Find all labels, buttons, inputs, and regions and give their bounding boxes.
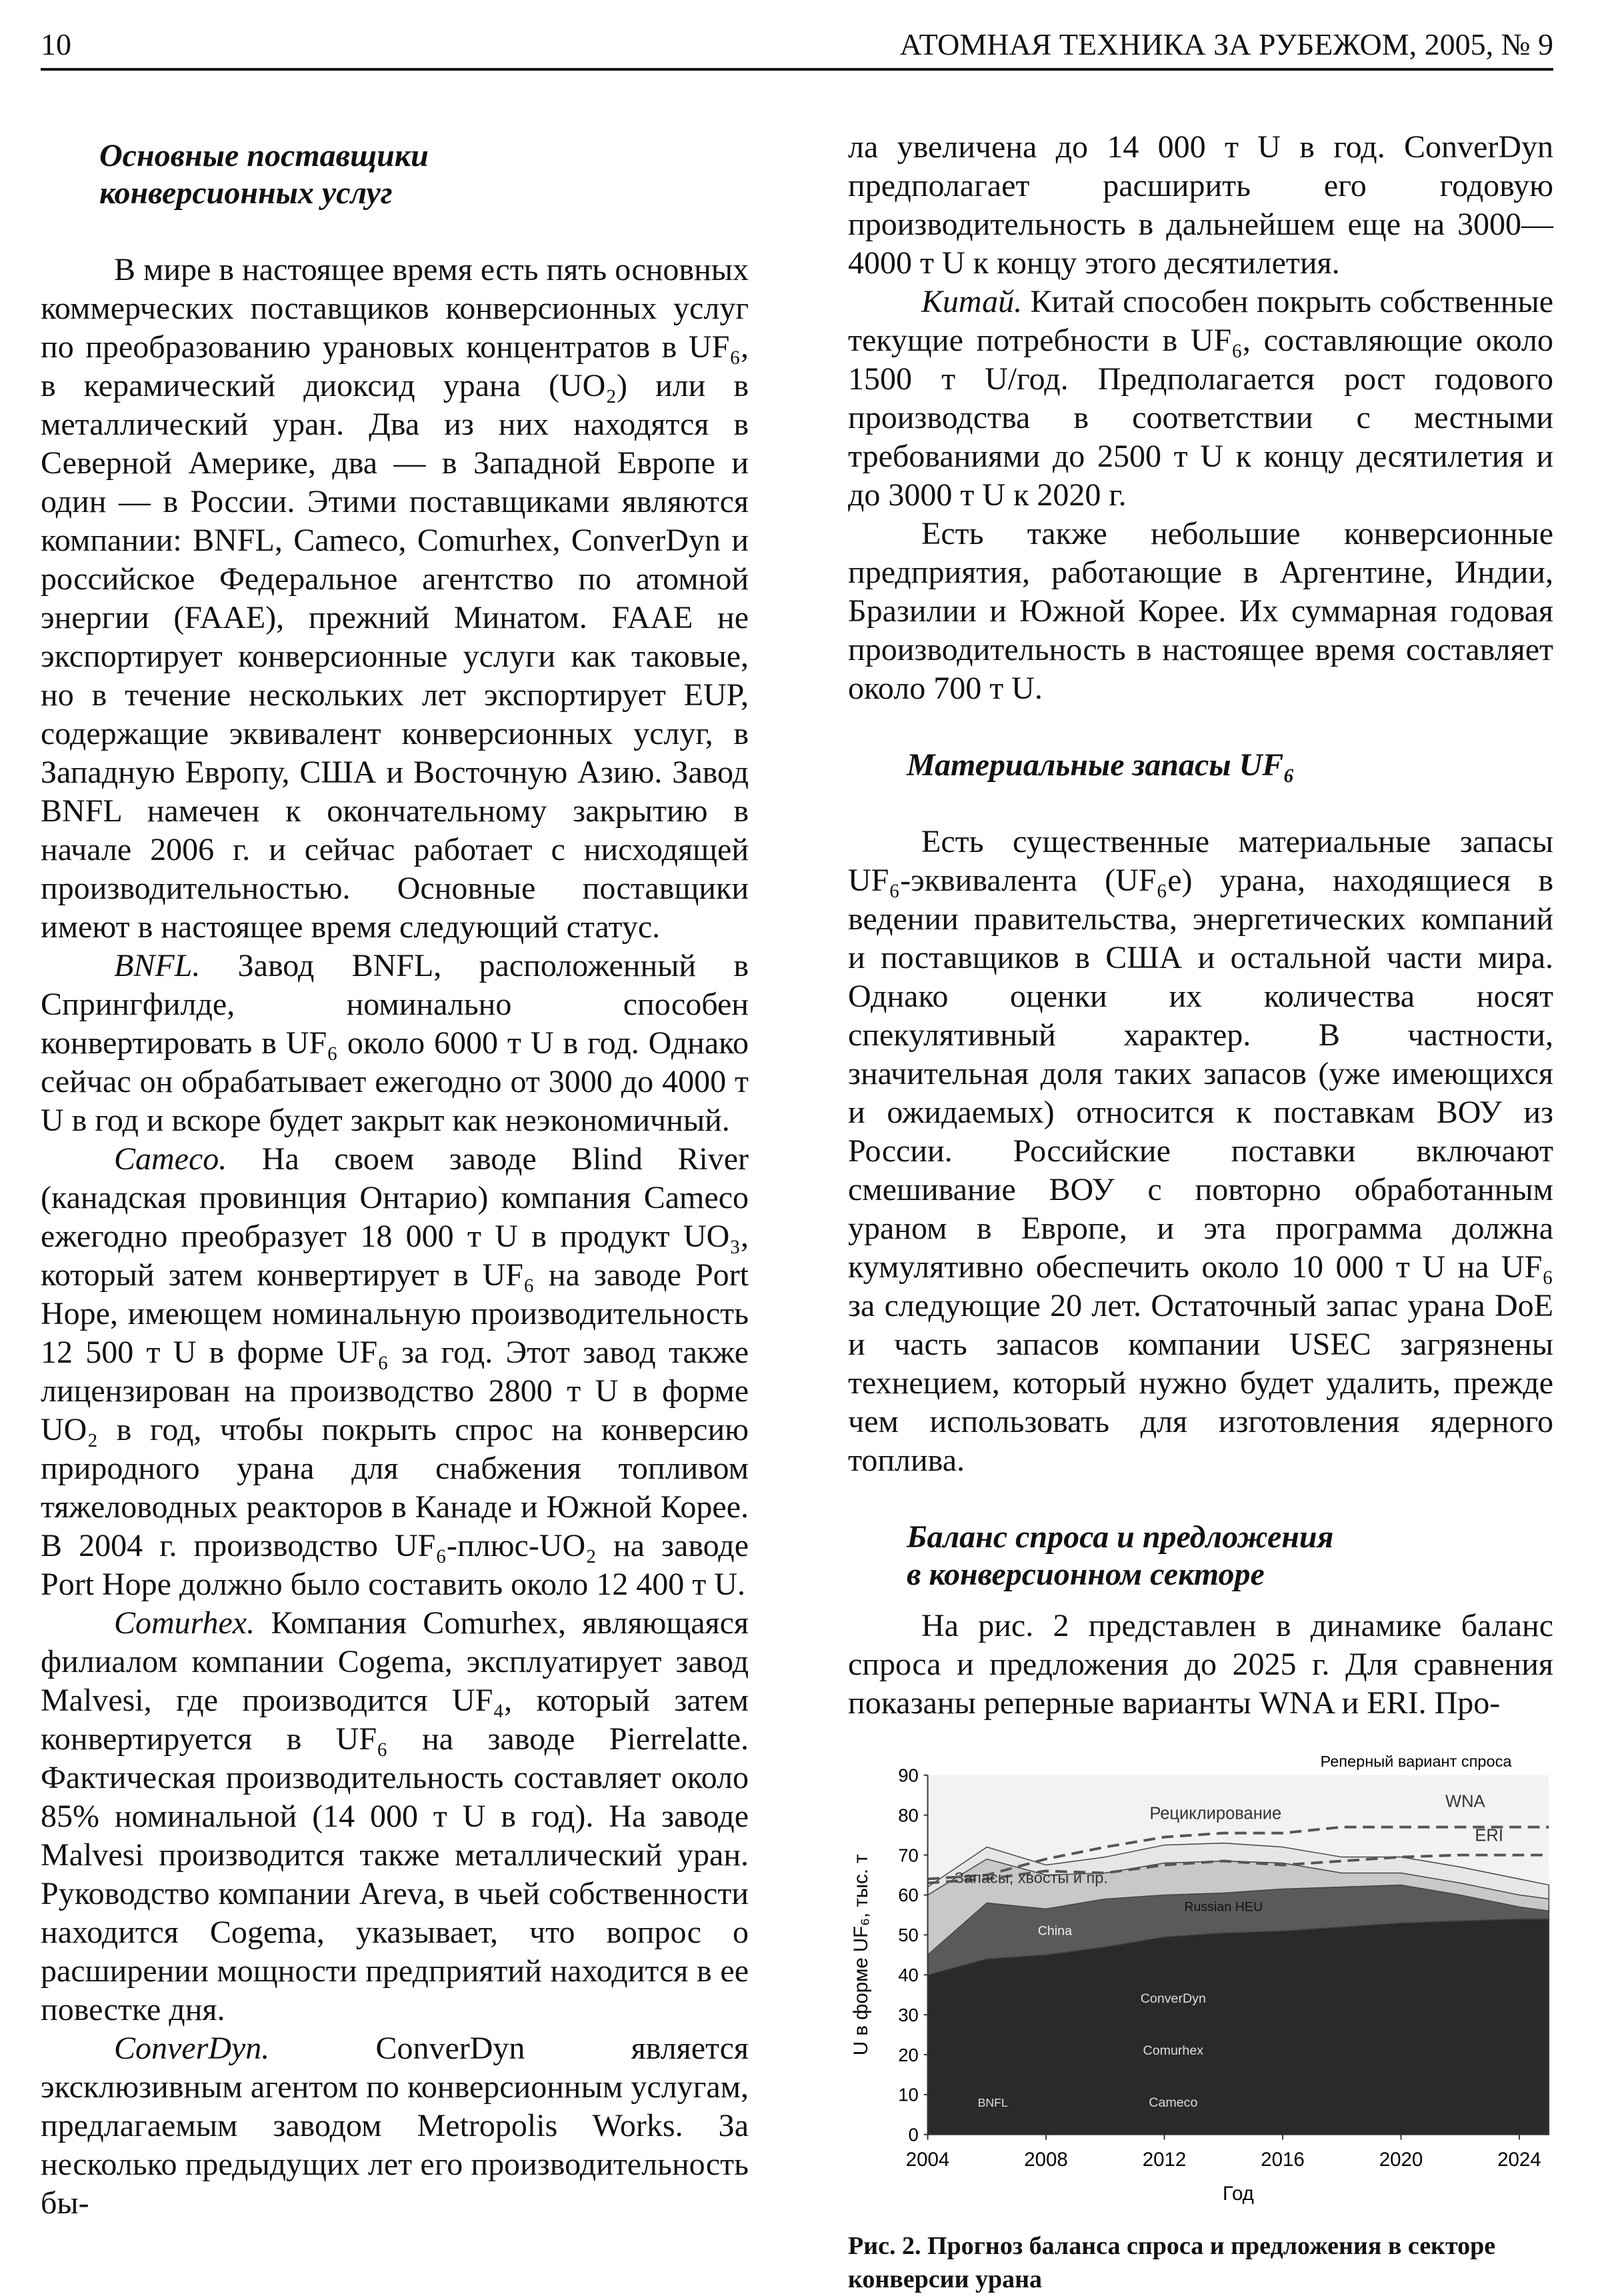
lead-china: Китай.: [921, 284, 1023, 319]
lead-comurhex: Comurhex.: [114, 1605, 255, 1641]
x-tick-label: 2020: [1379, 2148, 1423, 2171]
text-cameco: На своем заводе Blind River (канадская провинция Онтарио) компания Cameco ежегодно преобразует 18 000 т U в продукт UO₃, который затем конвертирует в UF₆ на заводе Port Hope, имеющем номинальную производительность 12 500 т U в форме UF₆ за год. Этот завод также лицензирован на производство 2800 т U в форме UO₂ в год, чтобы покрыть спрос на конверсию природного урана для снабжения топливом тяжеловодных реакторов в Канаде и Южной Корее. В 2004 г. производство UF₆-плюс-UO₂ на заводе Port Hope должно было составить около 12 400 т U.: [41, 1141, 749, 1602]
area-label: Comurhex: [1143, 2043, 1204, 2058]
paragraph-stocks: Есть существенные материальные запасы UF₆-эквивалента (UF₆e) урана, находящиеся в ведении правительства, энергетических компаний и поставщиков в США и остальной части мира. Однако оценки их количества носят спекулятивный характер. В частности, значительная доля таких запасов (уже имеющихся и ожидаемых) относится к поставкам ВОУ из России. Российские поставки включают смешивание ВОУ с повторно обработанным ураном в Европе, и эта программа должна кумулятивно обеспечить около 10 000 т U на UF₆ за следующие 20 лет. Остаточный запас урана DoE и часть запасов компании USEC загрязнены технецием, который нужно будет удалить, прежде чем использовать для изготовления ядерного топлива.: [848, 824, 1553, 1478]
x-tick-label: 2012: [1142, 2148, 1187, 2171]
lead-converdyn: ConverDyn.: [114, 2031, 270, 2066]
y-tick-label: 50: [898, 1925, 919, 1946]
paragraph-china: [848, 283, 1553, 515]
label-recycling: Рециклирование: [1149, 1804, 1282, 1823]
y-tick-label: 0: [908, 2124, 919, 2145]
x-tick-label: 2024: [1497, 2148, 1541, 2171]
y-tick-label: 60: [898, 1885, 919, 1906]
y-tick-label: 80: [898, 1805, 919, 1826]
area-label: Cameco: [1149, 2095, 1198, 2110]
y-tick-label: 70: [898, 1845, 919, 1866]
figure-caption: Рис. 2. Прогноз баланса спроса и предложения в секторе конверсии урана: [848, 2232, 1496, 2293]
supply-demand-chart: [840, 1743, 1560, 2223]
text-china: Китай способен покрыть собственные текущие потребности в UF₆, составляющие около 1500 т U/год. Предполагается рост годового производства в соответствии с местными требованиями до 2500 т U к концу десятилетия и до 3000 т U к 2020 г.: [848, 284, 1553, 513]
right-column: [848, 128, 1553, 2296]
y-tick-label: 90: [898, 1765, 919, 1786]
area-label: Запасы, хвосты и пр.: [954, 1869, 1108, 1887]
paragraph-bnfl: [41, 947, 749, 1140]
paragraph-converdyn-cont: ла увеличена до 14 000 т U в год. ConverDyn предполагает расширить его годовую производительность в дальнейшем еще на 3000—4000 т U к концу этого десятилетия.: [848, 129, 1553, 281]
x-tick-label: 2016: [1261, 2148, 1305, 2171]
area-label: China: [1037, 1923, 1072, 1939]
left-column: [41, 128, 749, 2223]
paragraph-intro: В мире в настоящее время есть пять основных коммерческих поставщиков конверсионных услуг по преобразованию урановых концентратов в UF₆, в керамический диоксид урана (UO₂) или в металлический уран. Два из них находятся в Северной Америке, два — в Западной Европе и один — в России. Этими поставщиками являются компании: BNFL, Cameco, Comurhex, ConverDyn и российское Федеральное агентство по атомной энергии (FAAE), прежний Минатом. FAAE не экспортирует конверсионные услуги как таковые, но в течение нескольких лет экспортирует EUP, содержащие эквивалент конверсионных услуг, в Западную Европу, США и Восточную Азию. Завод BNFL намечен к окончательному закрытию в начале 2006 г. и сейчас работает с нисходящей производительностью. Основные поставщики имеют в настоящее время следующий статус.: [41, 252, 749, 945]
y-tick-label: 40: [898, 1965, 919, 1986]
legend-title: Реперный вариант спроса: [1320, 1753, 1512, 1770]
paragraph-comurhex: [41, 1604, 749, 2029]
area-label: BNFL: [977, 2095, 1008, 2109]
y-tick-label: 10: [898, 2084, 919, 2105]
label-wna: WNA: [1445, 1792, 1485, 1811]
journal-title: АТОМНАЯ ТЕХНИКА ЗА РУБЕЖОМ, 2005, № 9: [899, 27, 1553, 61]
area-label: Russian HEU: [1184, 1899, 1263, 1915]
section-heading-suppliers: [99, 137, 749, 212]
header-rule: [41, 68, 1553, 71]
x-axis-label: Год: [1222, 2182, 1254, 2205]
heading-line: в конверсионном секторе: [907, 1557, 1265, 1592]
paragraph-converdyn: [41, 2029, 749, 2223]
page-number: 10: [41, 27, 71, 61]
text-bnfl: Завод BNFL, расположенный в Спрингфилде, номинально способен конвертировать в UF₆ около 6000 т U в год. Однако сейчас он обрабатывает ежегодно от 3000 до 4000 т U в год и вскоре будет закрыт как неэкономичный.: [41, 948, 749, 1138]
paragraph-balance: На рис. 2 представлен в динамике баланс спроса и предложения до 2025 г. Для сравнения показаны реперные варианты WNA и ERI. Про-: [848, 1608, 1553, 1721]
text-comurhex: Компания Comurhex, являющаяся филиалом компании Cogema, эксплуатирует завод Malvesi, где производится UF₄, который затем конвертируется в UF₆ на заводе Pierrelatte. Фактическая производительность составляет около 85% номинальной (14 000 т U в год). На заводе Malvesi производится также металлический уран. Руководство компании Areva, в чьей собственности находится Cogema, указывает, что вопрос о расширении мощности предприятий находится в ее повестке дня.: [41, 1605, 749, 2027]
section-heading-stocks: Материальные запасы UF₆: [907, 747, 1295, 783]
y-tick-label: 20: [898, 2044, 919, 2065]
heading-line: конверсионных услуг: [99, 175, 393, 211]
lead-bnfl: BNFL.: [114, 948, 201, 983]
heading-line: Основные поставщики: [99, 138, 429, 173]
x-tick-label: 2004: [905, 2148, 950, 2171]
text-converdyn: ConverDyn является эксклюзивным агентом по конверсионным услугам, предлагаемым заводом Metropolis Works. За несколько предыдущих лет его производительность бы-: [41, 2031, 749, 2221]
paragraph-cameco: [41, 1140, 749, 1604]
heading-line: Баланс спроса и предложения: [907, 1519, 1334, 1555]
y-axis-label: U в форме UF₆, тыс. т: [850, 1854, 873, 2056]
x-tick-label: 2008: [1024, 2148, 1068, 2171]
area-label: ConverDyn: [1140, 1991, 1206, 2007]
paragraph-small-plants: Есть также небольшие конверсионные предприятия, работающие в Аргентине, Индии, Бразилии и Южной Корее. Их суммарная годовая производительность в настоящее время составляет около 700 т U.: [848, 516, 1553, 706]
lead-cameco: Cameco.: [114, 1141, 227, 1177]
section-heading-balance: [907, 1519, 1553, 1593]
y-tick-label: 30: [898, 2004, 919, 2025]
label-eri: ERI: [1475, 1826, 1503, 1845]
